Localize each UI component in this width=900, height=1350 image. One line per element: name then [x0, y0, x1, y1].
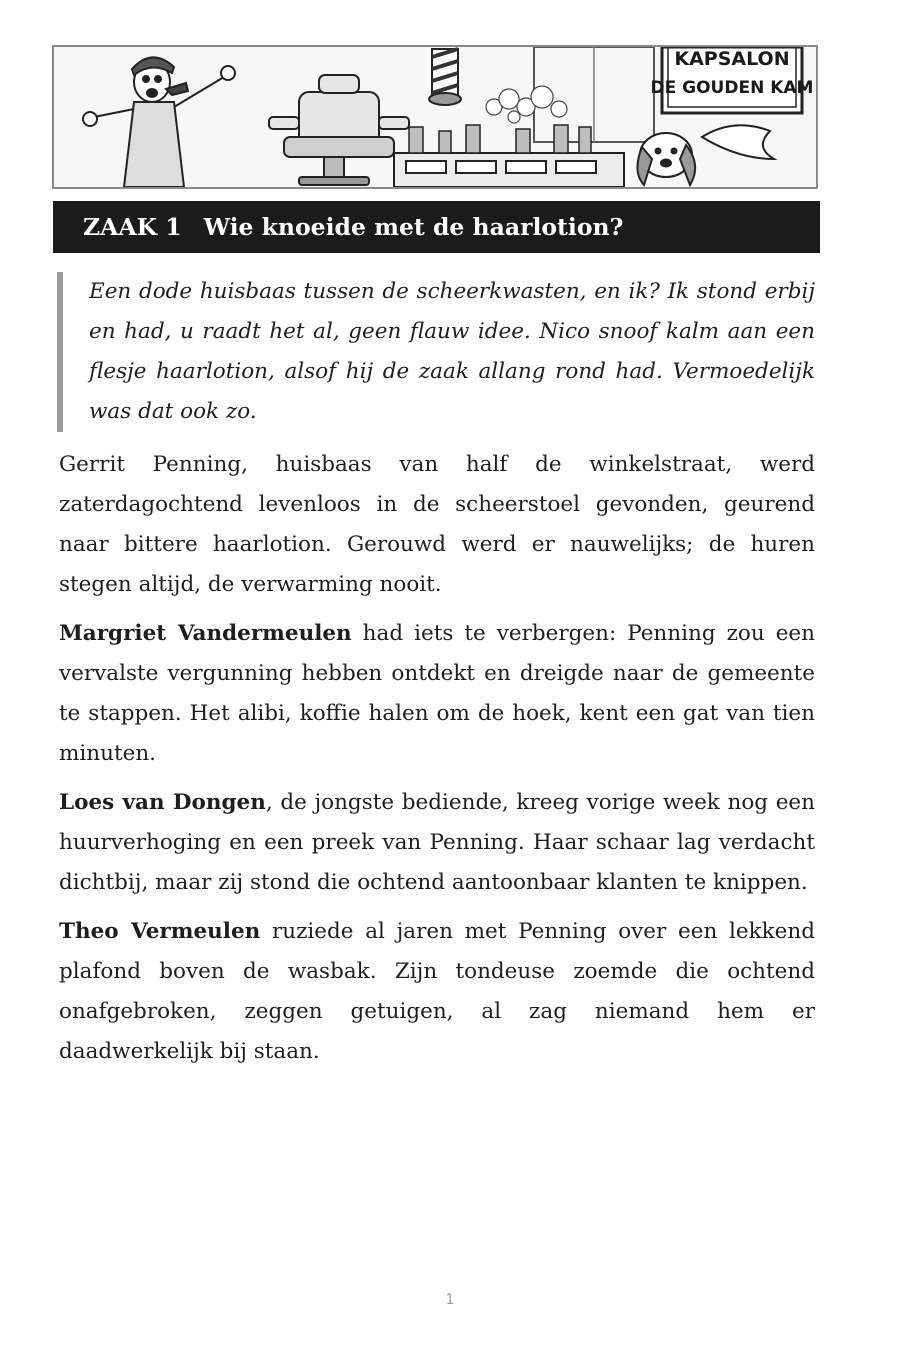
- sign-text-line1: KAPSALON: [674, 48, 790, 70]
- case-number: ZAAK 1: [83, 213, 182, 241]
- suspect-description: ruziede al jaren met Penning over een lekkend plafond boven de wasbak. Zijn tondeuse zoemde die ochtend onafgebroken, zeggen getuigen, al zag niemand hem er daadwerkelijk bij staan.: [59, 919, 815, 1064]
- sign-text-line2: DE GOUDEN KAM: [650, 78, 814, 98]
- case-header: [53, 201, 820, 253]
- suspect-description: had iets te verbergen: Penning zou een vervalste vergunning hebben ontdekt en dreigde naar de gemeente te stappen. Het alibi, koffie halen om de hoek, kent een gat van tien minuten.: [59, 621, 815, 766]
- page-number: 1: [445, 1292, 455, 1308]
- suspect-description: , de jongste bediende, kreeg vorige week nog een huurverhoging en een preek van Penning. Haar schaar lag verdacht dichtbij, maar zij stond die ochtend aantoonbaar klanten te knippen.: [59, 790, 815, 895]
- dog-figure: [637, 133, 695, 185]
- barber-pole: [429, 49, 461, 105]
- header-illustration: [52, 45, 818, 189]
- case-title: Wie knoeide met de haarlotion?: [203, 213, 624, 241]
- paragraph-suspect-theo: [59, 912, 815, 1072]
- paragraph-suspect-margriet: [59, 614, 815, 774]
- suspect-name: Loes van Dongen: [59, 790, 266, 815]
- suspect-name: Theo Vermeulen: [59, 919, 261, 944]
- cabinet: [394, 153, 624, 187]
- paragraph-victim: Gerrit Penning, huisbaas van half de winkelstraat, werd zaterdagochtend levenloos in de scheerstoel gevonden, geurend naar bittere haarlotion. Gerouwd werd er nauwelijks; de huren stegen altijd, de verwarming nooit.: [59, 452, 815, 597]
- intro-quote: Een dode huisbaas tussen de scheerkwasten, en ik? Ik stond erbij en had, u raadt het al, geen flauw idee. Nico snoof kalm aan een flesje haarlotion, alsof hij de zaak allang rond had. Vermoedelijk was dat ook zo.: [57, 272, 819, 432]
- case-body: [59, 445, 815, 1081]
- barbershop-illustration: [54, 47, 816, 187]
- paragraph-suspect-loes: [59, 783, 815, 903]
- shop-sign: [651, 47, 814, 113]
- suspect-name: Margriet Vandermeulen: [59, 621, 352, 646]
